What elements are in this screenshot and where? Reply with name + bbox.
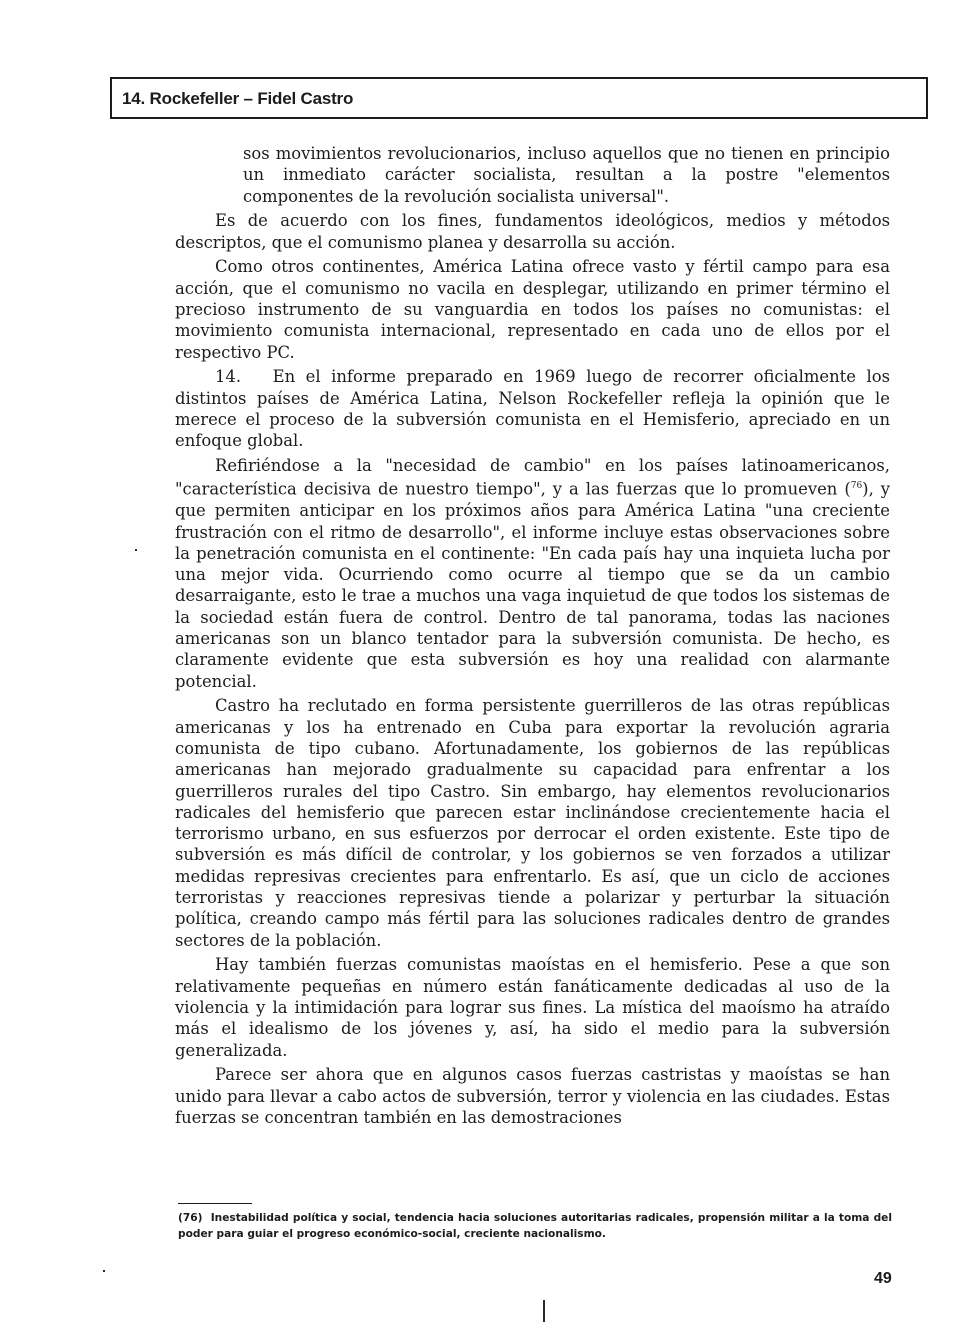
scan-speck xyxy=(543,1300,545,1322)
footnote xyxy=(178,1210,892,1242)
chapter-title: 14. Rockefeller – Fidel Castro xyxy=(122,89,354,108)
footnote-divider xyxy=(178,1203,252,1204)
paragraph: Es de acuerdo con los fines, fundamentos ideológicos, medios y métodos descriptos, que el comunismo planea y desarrolla su acción. xyxy=(175,211,890,252)
scan-speck xyxy=(135,549,137,551)
paragraph: Castro ha reclutado en forma persistente guerrilleros de las otras repúblicas americanas y los ha entrenado en Cuba para exportar la revolución agraria comunista de tipo cubano. Afortunadamente, los gobiernos de las repúblicas americanas han mejorado gradualmente su capacidad para enfrentar a los guerrilleros rurales del tipo Castro. Sin embargo, hay elementos revolucionarios radicales del hemisferio que parecen estar inclinándose crecientemente hacia el terrorismo urbano, en sus esfuerzos por derrocar el orden existente. Este tipo de subversión es más difícil de controlar, y los gobiernos se ven forzados a utilizar medidas represivas crecientes para enfrentarlo. Es así, que un ciclo de acciones terroristas y reacciones represivas tiende a polarizar y perturbar la situación política, creando campo más fértil para las soluciones radicales dentro de grandes sectores de la población. xyxy=(175,696,890,950)
paragraph xyxy=(175,455,890,692)
paragraph-number: 14. xyxy=(215,367,242,387)
paragraph-text: Refiriéndose a la "necesidad de cambio" en los países latinoamericanos, "característica decisiva de nuestro tiempo", y a las fuerzas que lo promueven ( xyxy=(175,456,890,499)
body-text xyxy=(175,143,890,1132)
footnote-marker: (76) xyxy=(178,1212,203,1224)
paragraph: Hay también fuerzas comunistas maoístas en el hemisferio. Pese a que son relativamente pequeñas en número están fanáticamente dedicadas al uso de la violencia y la intimidación para lograr sus fines. La mística del maoísmo ha atraído más el idealismo de los jóvenes y, así, ha sido el medio para la subversión generalizada. xyxy=(175,955,890,1060)
paragraph: Parece ser ahora que en algunos casos fuerzas castristas y maoístas se han unido para llevar a cabo actos de subversión, terror y violencia en las ciudades. Estas fuerzas se concentran también en las demostraciones xyxy=(175,1065,890,1128)
paragraph-text: En el informe preparado en 1969 luego de recorrer oficialmente los distintos países de América Latina, Nelson Rockefeller refleja la opinión que le merece el proceso de la subversión comunista en el Hemisferio, apreciado en un enfoque global. xyxy=(175,367,890,451)
numbered-paragraph xyxy=(175,366,890,451)
footnote-text: Inestabilidad política y social, tendencia hacia soluciones autoritarias radicales, propensión militar a la toma del poder para guiar el progreso económico-social, creciente nacionalismo. xyxy=(178,1212,892,1240)
paragraph: sos movimientos revolucionarios, incluso aquellos que no tienen en principio un inmediato carácter socialista, resultan a la postre "elementos componentes de la revolución socialista universal". xyxy=(243,144,890,206)
paragraph-text: ), y que permiten anticipar en los próximos años para América Latina "una creciente frustración con el ritmo de desarrollo", el informe incluye estas observaciones sobre la penetración comunista en el continente: "En cada país hay una inquieta lucha por una mejor vida. Ocurriendo como ocurre al tiempo que se da un cambio desarraigante, esto le trae a muchos una vaga inquietud de que todos los sistemas de la sociedad están fuera de control. Dentro de tal panorama, todas las naciones americanas son un blanco tentador para la subversión comunista. De hecho, es claramente evidente que esta subversión es hoy una realidad con alarmante potencial. xyxy=(175,479,890,691)
running-header xyxy=(110,77,928,119)
footnote-reference: 76 xyxy=(850,481,863,492)
scan-speck xyxy=(103,1270,105,1272)
paragraph: Como otros continentes, América Latina ofrece vasto y fértil campo para esa acción, que el comunismo no vacila en desplegar, utilizando en primer término el precioso instrumento de su vanguardia en todos los países no comunistas: el movimiento comunista internacional, representado en cada uno de ellos por el respectivo PC. xyxy=(175,257,890,362)
page-number: 49 xyxy=(874,1270,892,1287)
